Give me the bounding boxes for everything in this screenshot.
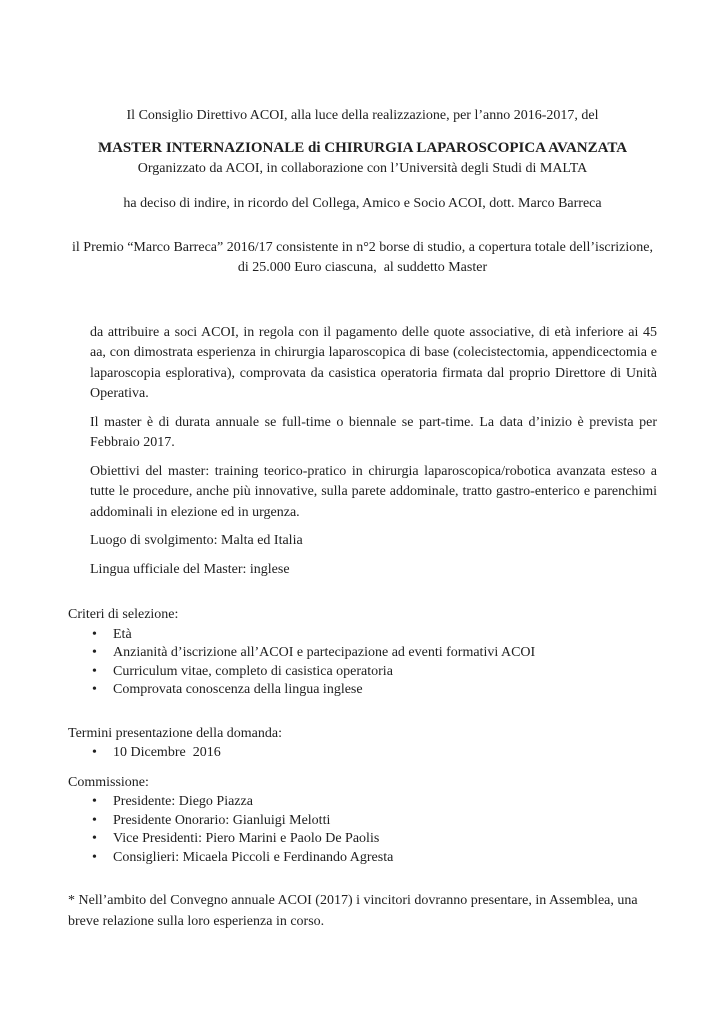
list-item: • Consiglieri: Micaela Piccoli e Ferdinando Agresta xyxy=(68,849,657,868)
deadline-heading: Termini presentazione della domanda: xyxy=(68,725,282,741)
eligibility-paragraph: da attribuire a soci ACOI, in regola con il pagamento delle quote associative, di età inferiore ai 45 aa, con dimostrata esperienza in chirurgia laparoscopica di base (colecistectomia, appendicectomia e laparoscopia esplorativa), comprovata da casistica operatoria firmata dal proprio Direttore di Unità Operativa. xyxy=(90,324,657,401)
list-item: • Comprovata conoscenza della lingua inglese xyxy=(68,681,657,700)
list-item: • Presidente: Diego Piazza xyxy=(68,793,657,812)
commission-heading: Commissione: xyxy=(68,774,149,790)
criteria-list xyxy=(68,626,657,700)
criteria-heading: Criteri di selezione: xyxy=(68,607,179,622)
decision-line: ha deciso di indire, in ricordo del Collega, Amico e Socio ACOI, dott. Marco Barreca xyxy=(123,196,602,211)
duration-paragraph: Il master è di durata annuale se full-time o biennale se part-time. La data d’inizio è prevista per Febbraio 2017. xyxy=(90,414,657,450)
objectives-paragraph: Obiettivi del master: training teorico-pratico in chirurgia laparoscopica/robotica avanzata esteso a tutte le procedure, anche più innovative, sulla parete addominale, tratto gastro-enterico e parenchimi addominali in elezione ed in urgenza. xyxy=(90,463,657,520)
location-line: Luogo di svolgimento: Malta ed Italia xyxy=(90,533,303,548)
list-item: • Vice Presidenti: Piero Marini e Paolo De Paolis xyxy=(68,830,657,849)
list-item: • Anzianità d’iscrizione all’ACOI e partecipazione ad eventi formativi ACOI xyxy=(68,644,657,663)
commission-list xyxy=(68,793,657,867)
footnote-paragraph: * Nell’ambito del Convegno annuale ACOI (2017) i vincitori dovranno presentare, in Assemblea, una breve relazione sulla loro esperienza in corso. xyxy=(68,893,638,929)
document-subtitle: Organizzato da ACOI, in collaborazione con l’Università degli Studi di MALTA xyxy=(137,160,588,176)
language-line: Lingua ufficiale del Master: inglese xyxy=(90,561,290,577)
list-item: • Presidente Onorario: Gianluigi Melotti xyxy=(68,812,657,831)
document-title: MASTER INTERNAZIONALE di CHIRURGIA LAPAROSCOPICA AVANZATA xyxy=(97,139,628,156)
intro-line: Il Consiglio Direttivo ACOI, alla luce della realizzazione, per l’anno 2016-2017, del xyxy=(126,108,599,123)
list-item: • 10 Dicembre 2016 xyxy=(68,744,657,763)
deadline-list xyxy=(68,744,657,763)
prize-paragraph: il Premio “Marco Barreca” 2016/17 consistente in n°2 borse di studio, a copertura totale dell’iscrizione, di 25.000 Euro ciascuna, al suddetto Master xyxy=(72,239,657,275)
list-item: • Età xyxy=(68,626,657,645)
list-item: • Curriculum vitae, completo di casistica operatoria xyxy=(68,663,657,682)
